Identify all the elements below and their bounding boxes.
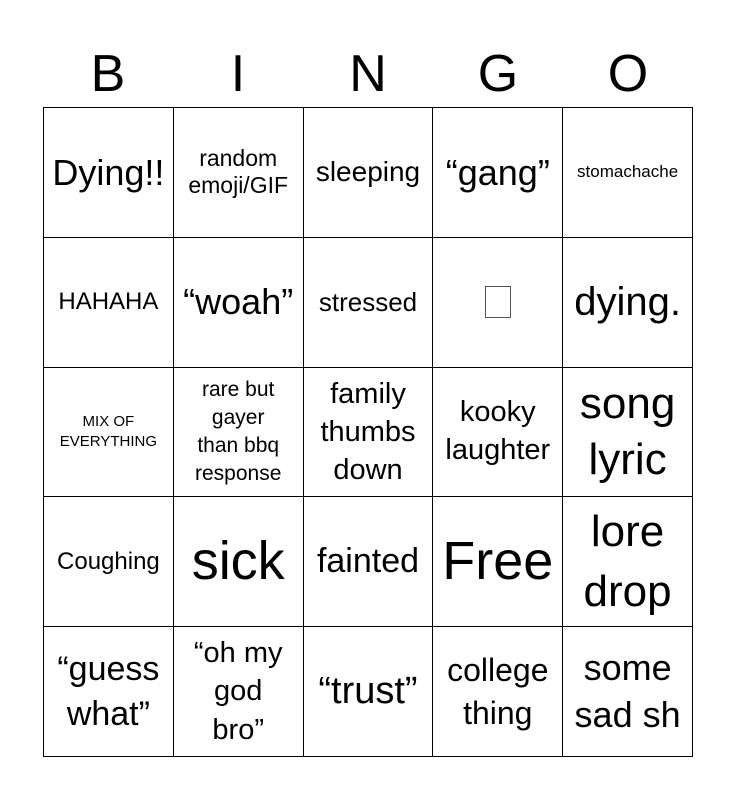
bingo-cell[interactable] [174, 108, 304, 238]
bingo-cell[interactable] [433, 108, 563, 238]
header-letter-o: O [607, 45, 649, 103]
header-letter-n: N [349, 45, 387, 103]
bingo-cell[interactable] [44, 368, 174, 498]
bingo-cell-text: rare but gayer than bbq response [195, 378, 282, 485]
bingo-cell-text: “guess what” [57, 649, 160, 733]
bingo-cell[interactable] [433, 497, 563, 627]
bingo-cell-text: HAHAHA [58, 288, 159, 315]
bingo-header [43, 40, 693, 108]
header-letter-b: B [90, 45, 126, 103]
bingo-cell[interactable] [174, 497, 304, 627]
bingo-cell[interactable] [174, 368, 304, 498]
bingo-cell[interactable] [44, 108, 174, 238]
bingo-cell[interactable] [563, 368, 693, 498]
bingo-cell[interactable] [44, 238, 174, 368]
bingo-cell-text: “woah” [183, 281, 294, 323]
bingo-cell[interactable] [433, 627, 563, 757]
bingo-cell-text: “gang” [445, 151, 550, 193]
bingo-cell[interactable] [563, 108, 693, 238]
image-placeholder-icon [485, 286, 511, 318]
bingo-cell-text: Coughing [57, 547, 160, 575]
bingo-cell[interactable] [563, 627, 693, 757]
bingo-cell[interactable] [433, 368, 563, 498]
bingo-cell[interactable] [304, 497, 434, 627]
header-letter-i: I [230, 45, 246, 103]
bingo-cell-text: some sad sh [574, 646, 681, 735]
bingo-cell-text: song lyric [579, 378, 676, 484]
bingo-cell-text: dying. [574, 280, 681, 325]
bingo-cell[interactable] [304, 368, 434, 498]
bingo-cell[interactable] [44, 627, 174, 757]
bingo-cell-text: lore drop [583, 506, 672, 616]
bingo-cell[interactable] [433, 238, 563, 368]
bingo-cell[interactable] [44, 497, 174, 627]
bingo-cell-text: random emoji/GIF [188, 144, 289, 199]
header-letter-g: G [477, 45, 519, 103]
bingo-cell-text: “trust” [318, 669, 418, 712]
bingo-cell-text: stomachache [577, 162, 679, 182]
bingo-cell-text: sick [191, 531, 285, 592]
bingo-cell-text: stressed [318, 286, 418, 317]
bingo-cell-text: kooky laughter [445, 396, 551, 466]
bingo-cell[interactable] [563, 497, 693, 627]
bingo-cell-text: Dying!! [52, 151, 165, 193]
bingo-board [43, 107, 693, 757]
bingo-cell-text: family thumbs down [320, 377, 416, 487]
bingo-cell-text: college thing [447, 652, 549, 731]
bingo-cell[interactable] [304, 627, 434, 757]
bingo-cell[interactable] [174, 627, 304, 757]
bingo-cell-text: MIX OF EVERYTHING [59, 413, 158, 450]
bingo-cell-text: Free [442, 531, 554, 592]
bingo-cell-text: sleeping [315, 156, 421, 187]
bingo-cell[interactable] [304, 238, 434, 368]
bingo-cell-text: fainted [316, 542, 420, 581]
bingo-cell[interactable] [174, 238, 304, 368]
bingo-cell[interactable] [304, 108, 434, 238]
bingo-cell-text: “oh my god bro” [193, 636, 283, 746]
bingo-cell[interactable] [563, 238, 693, 368]
